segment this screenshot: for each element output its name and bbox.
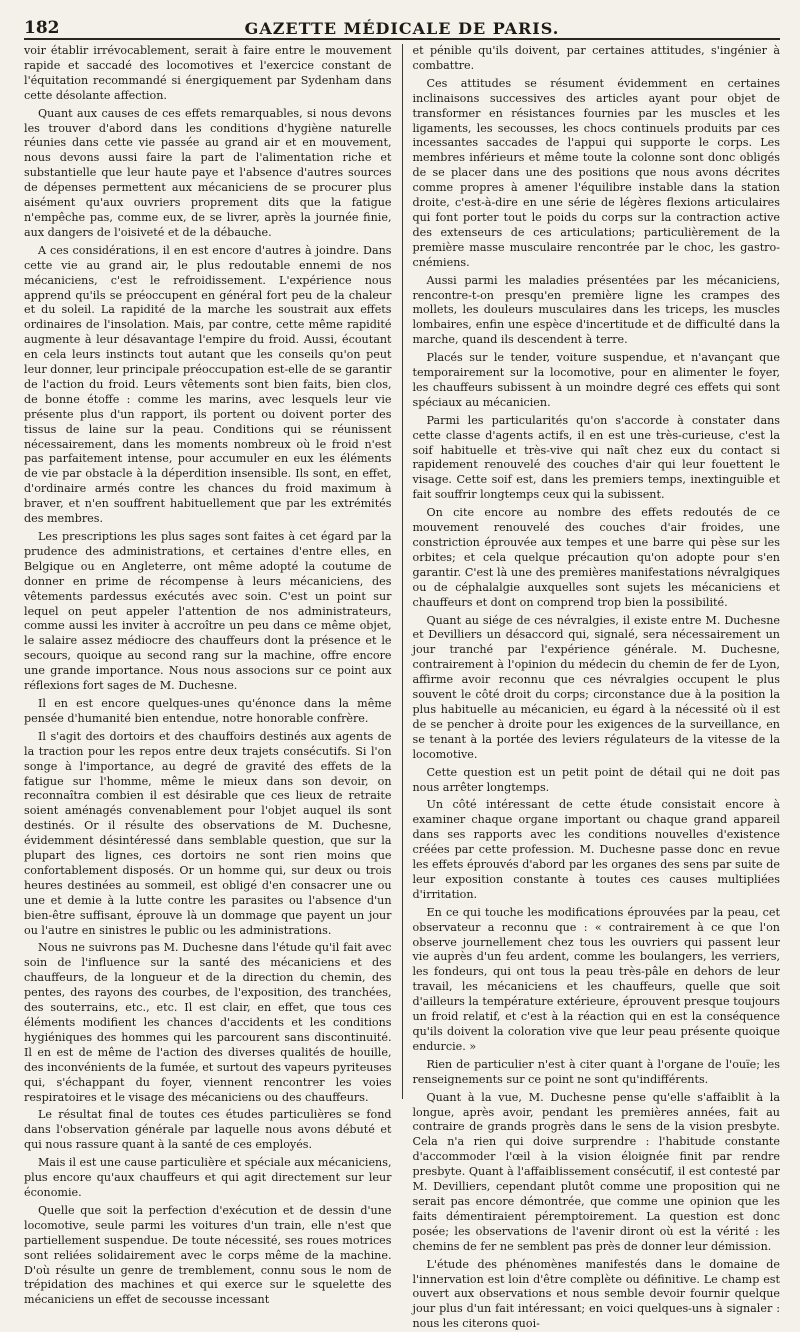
paragraph: Le résultat final de toutes ces études particulières se fond dans l'observation générale par laquelle nous avons débuté et qui nous rassure quant à la santé de ces employés. [24,1108,392,1152]
page-header [24,10,780,40]
paragraph: Mais il est une cause particulière et spéciale aux mécaniciens, plus encore qu'aux chauffeurs et qui agit directement sur leur économie. [24,1156,392,1199]
paragraph: A ces considérations, il en est encore d'autres à joindre. Dans cette vie au grand air, le plus redoutable ennemi de nos mécaniciens, c'est le refroidissement. L'expérience nous apprend qu'ils se préoccupent en général fort peu de la chaleur et du soleil. La rapidité de la marche les soustrait aux effets ordinaires de l'insolation. Mais, par contre, cette même rapidité augmente à leur désavantage l'empire du froid. Aussi, écoutant en cela leurs instincts tout autant que les conseils qu'on peut leur donner, leur principale préoccupation est-elle de se garantir de l'action du froid. Leurs vêtements sont bien faits, bien clos, de bonne étoffe : comme les marins, avec lesquels leur vie présente plus d'un rapport, ils portent ou doivent porter des tissus de laine sur la peau. Conditions qui se réunissent nécessairement, dans les moments nombreux où le froid n'est pas parfaitement intense, pour accumuler en eux les éléments de vie par obstacle à la déperdition insensible. Ils sont, en effet, d'ordinaire armés contre les chances du froid maximum à braver, et n'en souffrent habituellement que par les extrémités des membres. [24,243,392,526]
paragraph: Quant au siége de ces névralgies, il existe entre M. Duchesne et Devilliers un désaccord qui, signalé, sera nécessairement un jour tranché par l'expérience générale. M. Duchesne, contrairement à l'opinion du médecin du chemin de fer de Lyon, affirme avoir reconnu que ces névralgies occupent le plus souvent le côté droit du corps; circonstance due à la position la plus habituelle au mécanicien, eu égard à la nécessité où il est de se pencher à droite pour les exigences de la surveillance, en se tenant à la portée des leviers régulateurs de la vitesse de la locomotive. [412,613,780,761]
paragraph: Quelle que soit la perfection d'exécution et de dessin d'une locomotive, seule parmi les voitures d'un train, elle n'est que partiellement suspendue. De toute nécessité, ses roues motrices sont reliées solidairement avec le corps même de la machine. D'où résulte un genre de tremblement, connu sous le nom de trépidation des machines et qui exerce sur le squelette des mécaniciens un effet de secousse incessant [24,1203,392,1307]
journal-title: GAZETTE MÉDICALE DE PARIS. [244,19,560,38]
paragraph: Placés sur le tender, voiture suspendue, et n'avançant que temporairement sur la locomotive, pour en alimenter le foyer, les chauffeurs subissent à un moindre degré ces effets qui sont spéciaux au mécanicien. [412,351,780,409]
column-divider [402,44,403,1099]
paragraph: Il s'agit des dortoirs et des chauffoirs destinés aux agents de la traction pour les repos entre deux trajets consécutifs. Si l'on songe à l'importance, au degré de gravité des effets de la fatigue sur l'homme, même le mieux dans son devoir, on reconnaîtra combien il est désirable que ces lieux de retraite soient aménagés convenablement pour l'objet auquel ils sont destinés. Or il résulte des observations de M. Duchesne, évidemment désintéressé dans semblable question, que sur la plupart des lignes, ces dortoirs ne sont rien moins que confortablement disposés. Or un homme qui, sur deux ou trois heures destinées au sommeil, est obligé d'en consacrer une ou une et demie à la lutte contre les parasites ou l'absence d'un bien-être suffisant, éprouve là un dommage que payent un jour ou l'autre en sinistres le public ou les administrations. [24,729,392,937]
paragraph: Les prescriptions les plus sages sont faites à cet égard par la prudence des administrations, et certaines d'entre elles, en Belgique ou en Angleterre, ont même adopté la coutume de donner en prime de récompense à leurs mécaniciens, des vêtements pardessus exécutés avec soin. C'est un point sur lequel on peut appeler l'attention de nos administrateurs, comme aussi les inviter à accroître un peu dans ce même objet, le salaire assez médiocre des chauffeurs dont la présence et le secours, quoique au second rang sur la machine, offre encore une grande importance. Nous nous associons sur ce point aux réflexions fort sages de M. Duchesne. [24,530,392,693]
page-number: 182 [24,18,60,38]
paragraph: Rien de particulier n'est à citer quant à l'organe de l'ouïe; les renseignements sur ce point ne sont qu'indifférents. [412,1057,780,1086]
paragraph: Un côté intéressant de cette étude consistait encore à examiner chaque organe important ou chaque grand appareil dans ses rapports avec les conditions nouvelles d'existence créées par cette profession. M. Duchesne passe donc en revue les effets éprouvés d'abord par les organes des sens par suite de leur exposition constante à toutes ces causes multipliées d'irritation. [412,798,780,901]
paragraph: Il en est encore quelques-unes qu'énonce dans la même pensée d'humanité bien entendue, notre honorable confrère. [24,696,392,725]
paragraph: voir établir irrévocablement, serait à faire entre le mouvement rapide et saccadé des locomotives et l'exercice constant de l'équitation recommandé si énergiquement par Sydenham dans cette désolante affection. [24,44,392,102]
left-column [24,44,400,1307]
paragraph: et pénible qu'ils doivent, par certaines attitudes, s'ingénier à combattre. [412,44,780,72]
paragraph: En ce qui touche les modifications éprouvées par la peau, cet observateur a reconnu que : « contrairement à ce que l'on observe journellement chez tous les ouvriers qui passent leur vie auprès d'un feu ardent, comme les boulangers, les verriers, les fondeurs, qui ont tous la peau très-pâle en dehors de leur travail, les mécaniciens et les chauffeurs, quelle que soit d'ailleurs la température extérieure, éprouvent presque toujours un froid relatif, et c'est à la réaction qui en est la conséquence qu'ils doivent la coloration vive que leur peau présente quoique endurcie. » [412,905,780,1053]
paragraph: L'étude des phénomènes manifestés dans le domaine de l'innervation est loin d'être complète ou définitive. Le champ est ouvert aux observations et nous semble devoir fournir quelque jour plus d'un fait intéressant; en voici quelques-uns à signaler : nous les citerons quoi- [412,1257,780,1331]
paragraph: Cette question est un petit point de détail qui ne doit pas nous arrêter longtemps. [412,765,780,794]
paragraph: Quant à la vue, M. Duchesne pense qu'elle s'affaiblit à la longue, après avoir, pendant les premières années, fait au contraire de grands progrès dans le sens de la vision presbyte. Cela n'a rien qui doive surprendre : l'habitude constante d'accommoder l'œil à la vision éloignée finit par rendre presbyte. Quant à l'affaiblissement consécutif, il est contesté par M. Devilliers, cependant plutôt comme une proposition qui ne serait pas encore démontrée, que comme une opinion que les faits démentiraient péremptoirement. La question est donc posée; les observations de l'avenir diront où est la vérité : les chemins de fer ne semblent pas près de donner leur démission. [412,1090,780,1253]
paragraph: Parmi les particularités qu'on s'accorde à constater dans cette classe d'agents actifs, il en est une très-curieuse, c'est la soif habituelle et très-vive qui naît chez eux du contact si rapidement renouvelé des couches d'air qui leur fouettent le visage. Cette soif est, dans les premiers temps, inextinguible et fait souffrir longtemps ceux qui la subissent. [412,413,780,502]
paragraph: Ces attitudes se résument évidemment en certaines inclinaisons successives des articles ayant pour objet de transformer en résistances fournies par les muscles et les ligaments, les secousses, les chocs continuels produits par ces incessantes saccades de l'appui qui supporte le corps. Les membres inférieurs et même toute la colonne sont donc obligés de se placer dans une des positions que nous avons décrites comme propres à amener l'équilibre instable dans la station droite, c'est-à-dire en une série de légères flexions articulaires qui font porter tout le poids du corps sur la contraction active des extenseurs de ces articulations; particulièrement de la première masse musculaire rencontrée par le choc, les gastro-cnémiens. [412,76,780,269]
paragraph: Quant aux causes de ces effets remarquables, si nous devons les trouver d'abord dans les conditions d'hygiène naturelle réunies dans cette vie passée au grand air et en mouvement, nous devons aussi faire la part de l'alimentation riche et substantielle que leur haute paye et l'absence d'autres sources de dépenses permettent aux mécaniciens de se procurer plus aisément qu'aux ouvriers proprement dits que la fatigue n'empêche pas, comme eux, de se livrer, après la journée finie, aux dangers de l'oisiveté et de la débauche. [24,106,392,239]
text-columns [24,44,780,1331]
right-column [404,44,780,1331]
paragraph: On cite encore au nombre des effets redoutés de ce mouvement renouvelé des couches d'air froides, une constriction éprouvée aux tempes et une barre qui pèse sur les orbites; et cela quelque précaution qu'on adopte pour s'en garantir. C'est là une des premières manifestations névralgiques ou de céphalalgie auxquelles sont sujets les mécaniciens et chauffeurs et dont on comprend trop bien la possibilité. [412,506,780,609]
paragraph: Aussi parmi les maladies présentées par les mécaniciens, rencontre-t-on presqu'en première ligne les crampes des mollets, les douleurs musculaires dans les triceps, les muscles lombaires, enfin une espèce d'incertitude et de difficulté dans la marche, quand ils descendent à terre. [412,273,780,347]
paragraph: Nous ne suivrons pas M. Duchesne dans l'étude qu'il fait avec soin de l'influence sur la santé des mécaniciens et des chauffeurs, de la longueur et de la direction du chemin, des pentes, des rayons des courbes, de l'exposition, des tranchées, des souterrains, etc., etc. Il est clair, en effet, que tous ces éléments modifient les chances d'accidents et les conditions hygiéniques des hommes qui les parcourent sans discontinuité. Il en est de même de l'action des diverses qualités de houille, des inconvénients de la fumée, et surtout des vapeurs pyriteuses qui, s'échappant du foyer, viennent rencontrer les voies respiratoires et le visage des mécaniciens ou des chauffeurs. [24,941,392,1104]
